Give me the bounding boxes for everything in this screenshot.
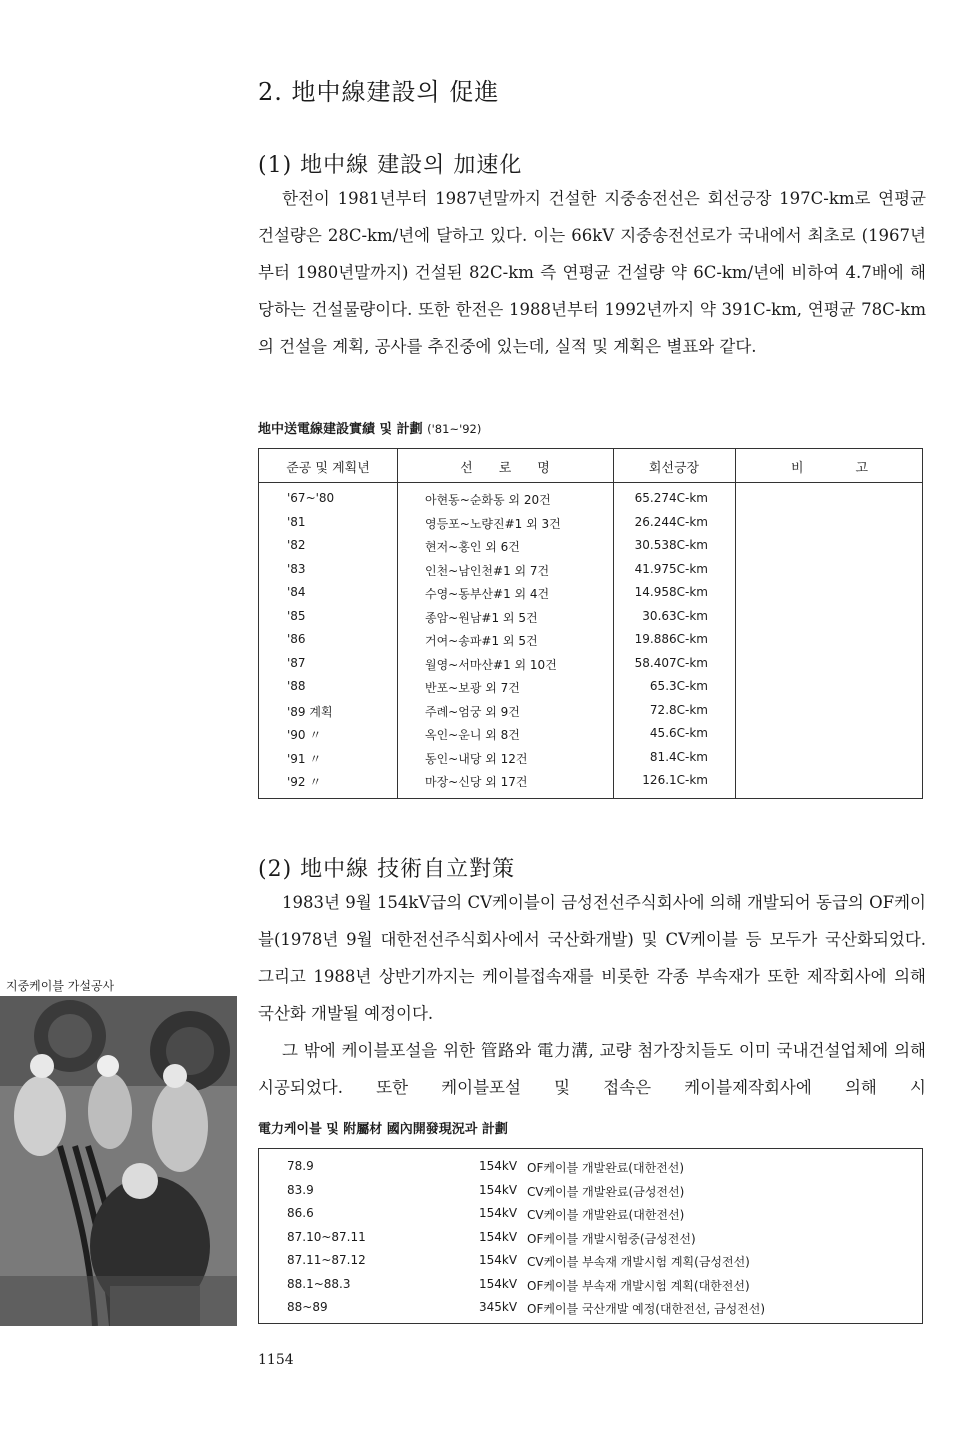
- table2-description: CV케이블 부속재 개발시험 계획(금성전선): [527, 1255, 750, 1269]
- table1-line-name: 아현동~순화동 외 20건: [425, 493, 551, 507]
- table1-length: 58.407C-km: [634, 655, 708, 670]
- table1-line-name: 동인~내당 외 12건: [425, 751, 528, 766]
- table2-description: OF케이블 개발시험중(금성전선): [527, 1231, 696, 1246]
- table1-body: [259, 489, 922, 795]
- table1-length: 30.63C-km: [642, 608, 708, 623]
- paragraph-3-text: 그 밖에 케이블포설을 위한 管路와 電力溝, 교량 첨가장치들도 이미 국내건설업체에 의해 시공되었다. 또한 케이블포설 및 접속은 케이블제작회사에 의해 시: [258, 1041, 926, 1097]
- table1-length: 26.244C-km: [634, 514, 708, 529]
- table1-row: [259, 583, 922, 607]
- table2-date: 87.10~87.11: [287, 1229, 366, 1244]
- cable-construction-photo: [0, 996, 237, 1326]
- table1-row: [259, 536, 922, 560]
- table2-date: 88.1~88.3: [287, 1276, 351, 1291]
- table2-row: [259, 1181, 922, 1205]
- table1-length: 81.4C-km: [649, 749, 708, 764]
- table2-body: [259, 1157, 922, 1322]
- table1-line-name: 현저~홍인 외 6건: [425, 540, 520, 554]
- table1-header-year: 준공 및 계획년: [286, 461, 370, 476]
- table1-row: [259, 724, 922, 748]
- table1-line-name: 인천~남인천#1 외 7건: [425, 563, 550, 578]
- table2-description: CV케이블 개발완료(금성전선): [527, 1184, 685, 1199]
- table1-length: 126.1C-km: [642, 773, 708, 787]
- subsection-title-2: (2) 地中線 技術自立對策: [258, 857, 516, 882]
- section-title: 2. 地中線建設의 促進: [258, 78, 500, 106]
- table1-line-name: 반포~보광 외 7건: [425, 681, 520, 695]
- table1-year: '92 〃: [287, 775, 322, 789]
- table1-year: '84: [287, 585, 306, 599]
- table1-header: [259, 449, 922, 483]
- table1-year: '82: [287, 538, 306, 552]
- table2-description: OF케이블 부속재 개발시험 계획(대한전선): [527, 1278, 750, 1293]
- table1-line-name: 옥인~운니 외 8건: [425, 728, 520, 742]
- table1-length: 45.6C-km: [649, 726, 708, 740]
- paragraph-1-text: 한전이 1981년부터 1987년말까지 건설한 지중송전선은 회선긍장 197C-km로 연평균 건설량은 28C-km/년에 달하고 있다. 이는 66kV 지중송전선로가 국내에서 최초로 (1967년부터 1980년말까지) 건설된 82C-km 즉 연평균 건설량 약 6C-km/년에 비하여 4.7배에 해당하는 건설물량이다. 또한 한전은 1988년부터 1992년까지 약 391C-km, 연평균 78C-km의 건설을 계획, 공사를 추진중에 있는데, 실적 및 계획은 별표와 같다.: [258, 189, 926, 356]
- table1-year: '89 계획: [287, 704, 333, 719]
- paragraph-1: [258, 180, 926, 365]
- table1-row: [259, 560, 922, 584]
- construction-table: [258, 448, 923, 799]
- table2-date: 83.9: [287, 1182, 314, 1197]
- table1-row: [259, 677, 922, 701]
- table1-line-name: 종암~원남#1 외 5건: [425, 610, 538, 625]
- table1-line-name: 마장~신당 외 17건: [425, 775, 528, 789]
- table2-date: 86.6: [287, 1206, 314, 1220]
- table1-caption-text: 地中送電線建設實績 및 計劃: [258, 422, 423, 437]
- table2-row: [259, 1251, 922, 1275]
- table1-row: [259, 630, 922, 654]
- table2-row: [259, 1157, 922, 1181]
- table1-year: '85: [287, 608, 306, 623]
- table2-row: [259, 1298, 922, 1322]
- table2-voltage: 154kV: [479, 1159, 518, 1173]
- table1-length: 41.975C-km: [634, 561, 708, 576]
- table1-row: [259, 513, 922, 537]
- table2-voltage: 154kV: [479, 1182, 518, 1197]
- table1-year: '87: [287, 655, 306, 670]
- table2-date: 78.9: [287, 1159, 314, 1173]
- table1-year: '67~'80: [287, 491, 335, 505]
- table2-voltage: 154kV: [479, 1206, 518, 1220]
- table1-row: [259, 701, 922, 725]
- table1-length: 19.886C-km: [634, 632, 708, 646]
- table2-description: OF케이블 국산개발 예정(대한전선, 금성전선): [527, 1302, 766, 1316]
- table1-year: '91 〃: [287, 751, 322, 766]
- paragraph-2-text: 1983년 9월 154kV급의 CV케이블이 금성전선주식회사에 의해 개발되어 동급의 OF케이블(1978년 9월 대한전선주식회사에서 국산화개발) 및 CV케이블 등 모두가 국산화되었다. 그리고 1988년 상반기까지는 케이블접속재를 비롯한 각종 부속재가 또한 제작회사에 의해 국산화 개발될 예정이다.: [258, 893, 926, 1023]
- table1-row: [259, 748, 922, 772]
- table1-line-name: 영등포~노량진#1 외 3건: [425, 516, 561, 531]
- table2-date: 88~89: [287, 1300, 328, 1314]
- table2-date: 87.11~87.12: [287, 1253, 366, 1267]
- development-table: [258, 1148, 923, 1324]
- table1-line-name: 월영~서마산#1 외 10건: [425, 657, 557, 672]
- table1-header-length: 회선긍장: [648, 461, 700, 476]
- table2-voltage: 154kV: [479, 1253, 518, 1267]
- table2-caption: 電力케이블 및 附屬材 國內開發現況과 計劃: [258, 1122, 508, 1137]
- table2-voltage: 345kV: [479, 1300, 518, 1314]
- table2-row: [259, 1228, 922, 1252]
- table1-year: '81: [287, 514, 306, 529]
- table1-year: '86: [287, 632, 306, 646]
- table1-line-name: 수영~동부산#1 외 4건: [425, 587, 550, 601]
- table1-row: [259, 771, 922, 795]
- table1-length: 72.8C-km: [649, 702, 708, 717]
- table2-voltage: 154kV: [479, 1229, 518, 1244]
- photo-caption: 지중케이블 가설공사: [6, 979, 115, 993]
- table1-line-name: 거여~송파#1 외 5건: [425, 634, 538, 648]
- table1-caption-range: ('81~'92): [427, 422, 482, 436]
- table1-row: [259, 489, 922, 513]
- table1-length: 65.274C-km: [634, 491, 708, 505]
- table1-length: 14.958C-km: [634, 585, 708, 599]
- table2-row: [259, 1275, 922, 1299]
- table1-header-name: 선 로 명: [460, 461, 550, 476]
- table1-year: '88: [287, 679, 306, 693]
- table1-year: '90 〃: [287, 728, 322, 742]
- table2-description: CV케이블 개발완료(대한전선): [527, 1208, 685, 1222]
- table1-line-name: 주례~엄궁 외 9건: [425, 704, 520, 719]
- table1-header-note: 비 고: [790, 461, 869, 476]
- table1-caption: [258, 418, 481, 437]
- table2-description: OF케이블 개발완료(대한전선): [527, 1161, 685, 1175]
- table2-voltage: 154kV: [479, 1276, 518, 1291]
- table1-row: [259, 607, 922, 631]
- subsection-title-1: (1) 地中線 建設의 加速化: [258, 153, 523, 178]
- table1-length: 30.538C-km: [634, 538, 708, 552]
- page-number: 1154: [258, 1352, 294, 1368]
- paragraph-2: [258, 884, 926, 1106]
- table1-row: [259, 654, 922, 678]
- table1-length: 65.3C-km: [649, 679, 708, 693]
- table2-row: [259, 1204, 922, 1228]
- table1-year: '83: [287, 561, 306, 576]
